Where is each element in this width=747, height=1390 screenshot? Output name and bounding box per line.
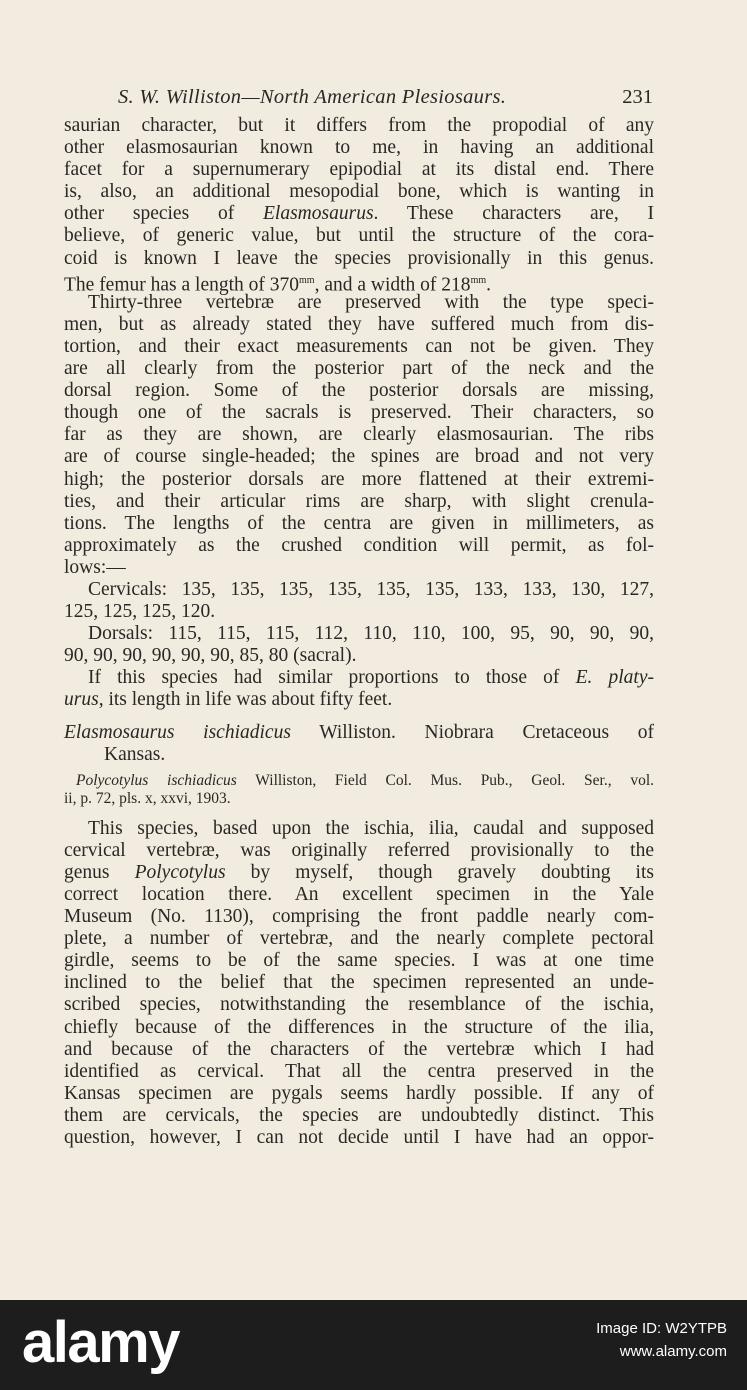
text-line: are of course single-headed; the spines are broad and not very [64,446,654,468]
text-line: them are cervicals, the species are undoubtedly distinct. This [64,1104,654,1126]
text-span: , its length in life was about fifty feet. [98,689,393,711]
text-line: saurian character, but it differs from the propodial of any [64,115,654,136]
citation-line [64,772,654,790]
cervicals-line: 125, 125, 125, 120. [64,601,216,623]
text-line: believe, of generic value, but until the structure of the cora- [64,225,654,247]
dorsals-line: 90, 90, 90, 90, 90, 90, 85, 80 (sacral). [64,645,357,667]
citation-line: ii, p. 72, pls. x, xxvi, 1903. [64,789,231,807]
species-heading-name: Elasmosaurus ischiadicus [64,721,291,743]
unit-superscript: mm [470,274,487,286]
species-heading-cont: Kansas. [104,743,166,765]
text-line: inclined to the belief that the specimen represented an unde- [64,972,654,994]
text-line: scribed species, notwithstanding the resemblance of the ischia, [64,994,654,1016]
species-name: urus [64,689,99,711]
text-line: girdle, seems to be of the same species. I was at one time [64,950,654,972]
spacer [64,712,654,722]
text-line: high; the posterior dorsals are more flattened at their extremi- [64,468,654,490]
species-heading-rest: Williston. Niobrara Cretaceous of [290,721,654,743]
text-line: tortion, and their exact measurements can not be given. They [64,335,654,357]
text-span: . [486,274,491,296]
text-line: plete, a number of vertebræ, and the nearly complete pectoral [64,928,654,950]
text-line [64,270,654,296]
text-line [64,203,654,225]
text-line: other elasmosaurian known to me, in having an additional [64,137,654,159]
text-span: genus [64,861,135,883]
text-line: ties, and their articular rims are sharp, with slight crenula- [64,490,654,512]
page-number: 231 [622,86,653,108]
text-line: This species, based upon the ischia, ilia, caudal and supposed [88,817,654,839]
species-heading [64,722,654,744]
text-line: Kansas specimen are pygals seems hardly possible. If any of [64,1082,654,1104]
watermark-band [0,1300,747,1390]
species-name: E. platy- [575,667,654,689]
text-line: Thirty-three vertebræ are preserved with the type speci- [88,291,654,313]
citation-rest: Williston, Field Col. Mus. Pub., Geol. Ser., vol. [236,771,654,789]
text-span: other species of [64,203,264,225]
text-line: correct location there. An excellent specimen in the Yale [64,884,654,905]
text-line: tions. The lengths of the centra are given in millimeters, as [64,512,654,534]
text-line: coid is known I leave the species provisionally in this genus. [64,247,654,269]
text-line: lows:— [64,556,126,578]
body-text [64,115,654,1149]
watermark-info [527,1318,727,1364]
text-line: facet for a supernumerary epipodial at its distal end. There [64,159,654,181]
running-title: S. W. Williston—North American Plesiosaurs. [118,86,507,108]
text-line [64,667,654,689]
text-line: cervical vertebræ, was originally referred provisionally to the [64,839,654,861]
genus-name: Polycotylus [134,861,226,883]
text-line: dorsal region. Some of the posterior dorsals are missing, [64,380,654,402]
text-span: , and a width of 218 [314,274,471,296]
text-line: question, however, I can not decide until I have had an oppor- [64,1127,654,1149]
text-line: chiefly because of the differences in the structure of the ilia, [64,1016,654,1038]
text-line: and because of the characters of the vertebræ which I had [64,1038,654,1060]
cervicals-line: Cervicals: 135, 135, 135, 135, 135, 135, 133, 133, 130, 127, [88,578,654,600]
alamy-logo: alamy [22,1310,179,1375]
text-span: If this species had similar proportions to those of [88,667,576,689]
text-line: is, also, an additional mesopodial bone, which is wanting in [64,181,654,203]
spacer [64,808,654,818]
text-line [64,689,654,711]
genus-name: Elasmosaurus [263,203,374,225]
unit-superscript: mm [299,274,315,286]
text-line: though one of the sacrals is preserved. Their characters, so [64,402,654,424]
text-line: Museum (No. 1130), comprising the front paddle nearly com- [64,906,654,928]
dorsals-line: Dorsals: 115, 115, 115, 112, 110, 110, 100, 95, 90, 90, 90, [88,623,654,645]
text-line: identified as cervical. That all the centra preserved in the [64,1060,654,1082]
text-line: are all clearly from the posterior part of the neck and the [64,358,654,380]
page-header [64,86,653,114]
text-span: . These characters are, I [373,203,654,225]
image-id: Image ID: W2YTPB [596,1320,727,1337]
text-line: far as they are shown, are clearly elasmosaurian. The ribs [64,424,654,446]
text-span: The femur has a length of 370 [64,274,300,296]
text-line: men, but as already stated they have suffered much from dis- [64,313,654,335]
text-line [64,862,654,884]
text-line: approximately as the crushed condition will permit, as fol- [64,534,654,556]
text-span: by myself, though gravely doubting its [225,861,654,883]
citation-name: Polycotylus ischiadicus [76,771,237,789]
watermark-site: www.alamy.com [619,1343,727,1360]
